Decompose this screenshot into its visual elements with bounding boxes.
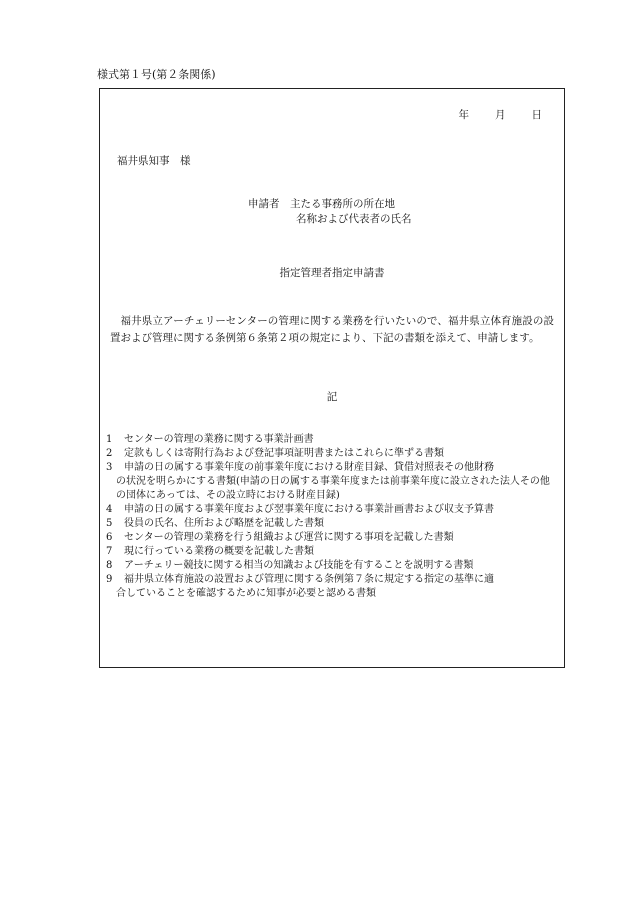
list-item bbox=[106, 433, 558, 447]
item-number: 6 bbox=[106, 532, 113, 543]
list-item bbox=[106, 503, 558, 517]
list-item bbox=[106, 545, 558, 559]
item-text: センターの管理の業務に関する事業計画書 bbox=[124, 434, 314, 445]
applicant-name-line: 名称および代表者の氏名 bbox=[296, 213, 412, 225]
form-frame bbox=[99, 88, 565, 668]
document-title: 指定管理者指定申請書 bbox=[279, 267, 385, 279]
item-text-block bbox=[116, 573, 558, 601]
date-day: 日 bbox=[531, 109, 542, 121]
list-item bbox=[106, 559, 558, 573]
applicant-block bbox=[248, 197, 412, 227]
item-text: センターの管理の業務を行う組織および運営に関する事項を記載した書類 bbox=[124, 532, 454, 543]
item-text: 現に行っている業務の概要を記載した書類 bbox=[124, 546, 314, 557]
item-number: 4 bbox=[106, 504, 113, 515]
item-text-continued: 合していることを確認するために知事が必要と認める書類 bbox=[116, 588, 376, 599]
date-year: 年 bbox=[458, 109, 469, 121]
item-text-block bbox=[116, 461, 558, 503]
attachment-list bbox=[106, 433, 558, 601]
item-number: 2 bbox=[106, 448, 113, 459]
date-line bbox=[459, 107, 543, 122]
item-text: アーチェリー競技に関する相当の知識および技能を有することを説明する書類 bbox=[124, 560, 474, 571]
applicant-label: 申請者 主たる事務所の所在地 bbox=[248, 198, 395, 210]
list-item bbox=[106, 447, 558, 461]
item-text: 申請の日の属する事業年度および翌事業年度における事業計画書および収支予算書 bbox=[124, 504, 494, 515]
list-item bbox=[106, 531, 558, 545]
list-item bbox=[106, 517, 558, 531]
item-number: 1 bbox=[106, 434, 113, 445]
list-item bbox=[106, 573, 558, 601]
item-number: 8 bbox=[106, 560, 113, 571]
item-text: 福井県立体育施設の設置および管理に関する条例第７条に規定する指定の基準に適 bbox=[124, 574, 494, 585]
item-number: 5 bbox=[106, 518, 113, 529]
item-number: 7 bbox=[106, 546, 113, 557]
form-number-label: 様式第１号(第２条関係) bbox=[97, 68, 216, 81]
item-text: 役員の氏名、住所および略歴を記載した書類 bbox=[124, 518, 324, 529]
item-text: 申請の日の属する事業年度の前事業年度における財産目録、貸借対照表その他財務 bbox=[124, 462, 494, 473]
addressee: 福井県知事 様 bbox=[117, 155, 191, 167]
item-text-continued: の状況を明らかにする書類(申請の日の属する事業年度または前事業年度に設立された法人その他の団体にあっては、その設立時における財産目録) bbox=[116, 476, 550, 501]
ki-heading: 記 bbox=[326, 391, 338, 403]
list-item bbox=[106, 461, 558, 503]
item-text: 定款もしくは寄附行為および登記事項証明書またはこれらに準ずる書類 bbox=[124, 448, 444, 459]
application-body: 福井県立アーチェリーセンターの管理に関する業務を行いたいので、福井県立体育施設の設置および管理に関する条例第６条第２項の規定により、下記の書類を添えて、申請します。 bbox=[110, 315, 554, 344]
item-number: 9 bbox=[106, 574, 113, 585]
date-month: 月 bbox=[495, 109, 506, 121]
item-number: 3 bbox=[106, 462, 113, 473]
